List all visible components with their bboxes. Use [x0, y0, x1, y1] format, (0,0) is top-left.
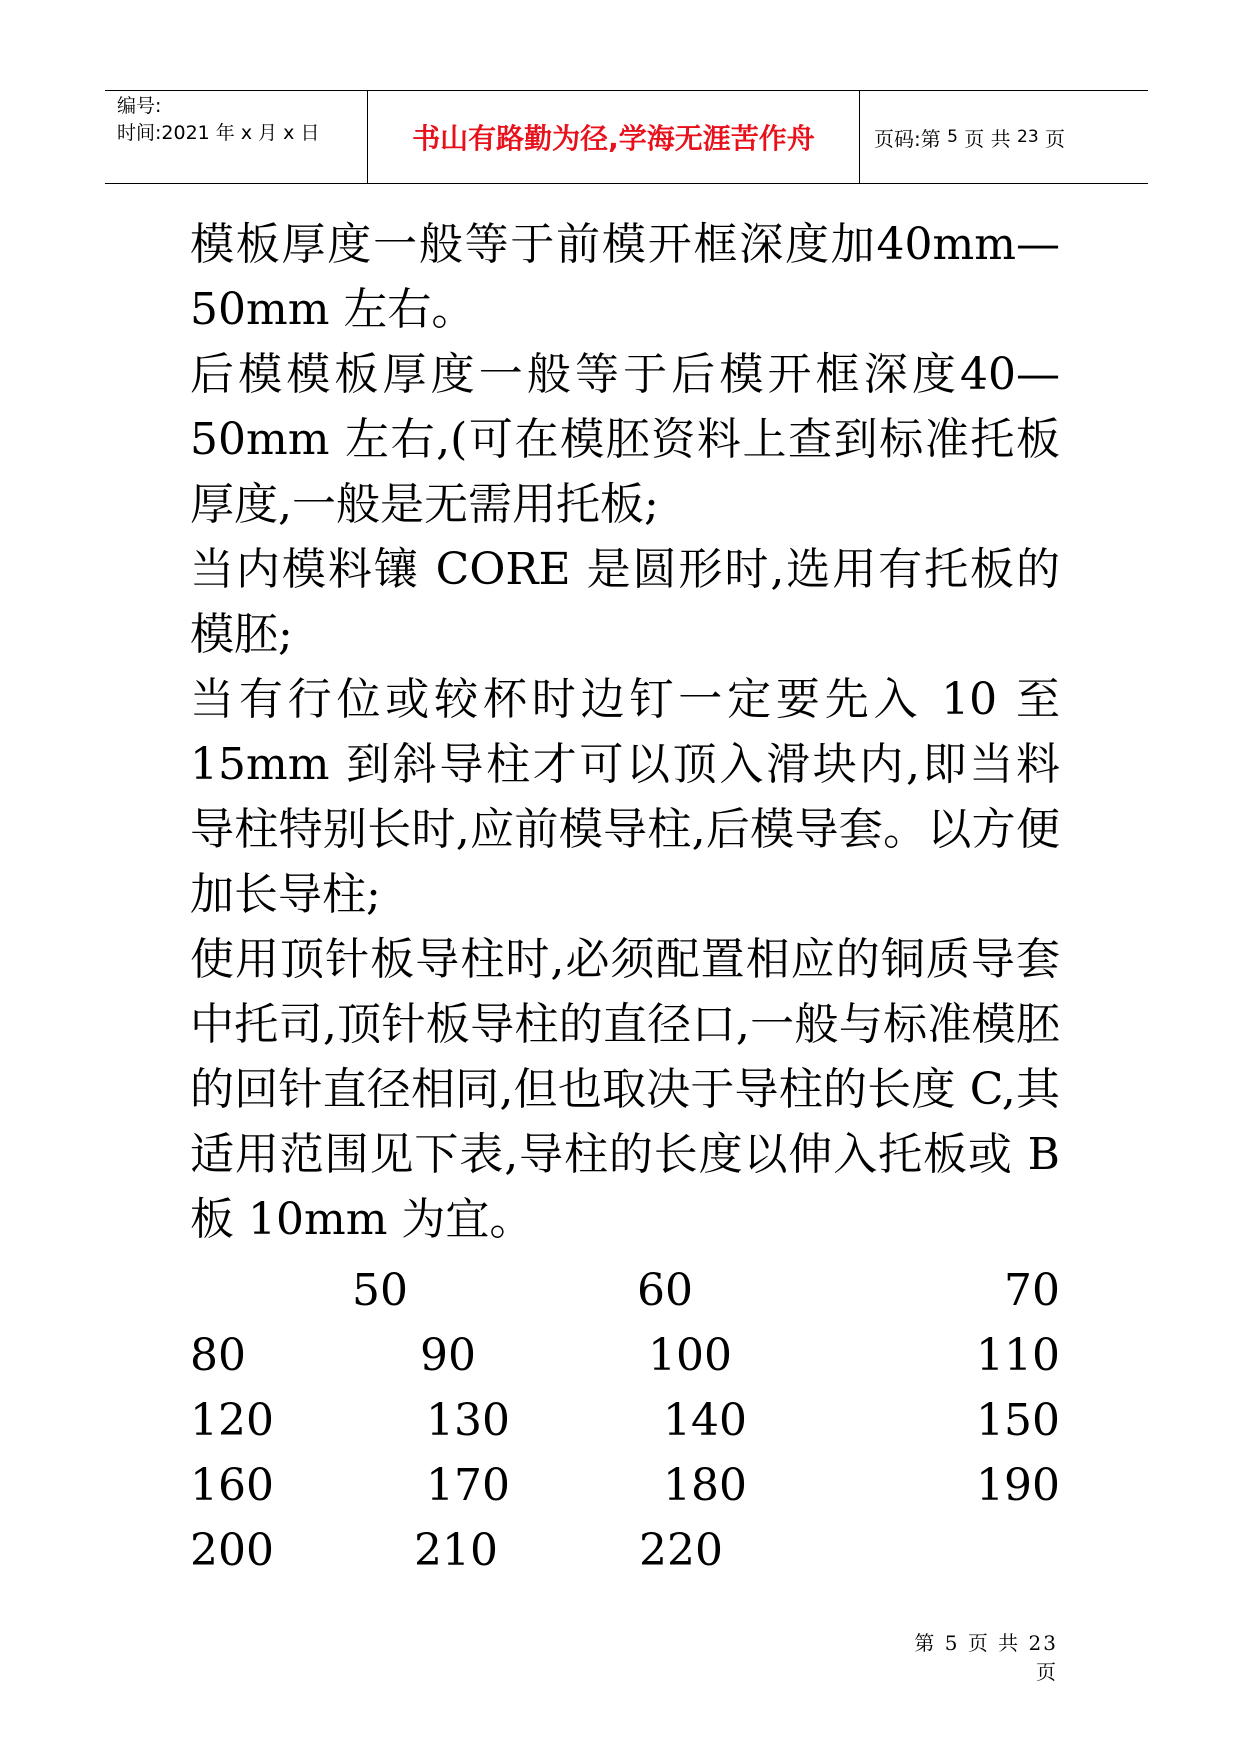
table-row	[190, 1453, 1060, 1518]
time-label: 时间:2021 年 x 月 x 日	[117, 122, 320, 144]
table-cell: 150	[976, 1395, 1060, 1446]
table-cell: 180	[663, 1460, 747, 1511]
serial-label: 编号:	[117, 95, 162, 117]
paragraph-slider-pin: 当有行位或较杯时边钉一定要先入 10 至15mm 到斜导柱才可以顶入滑块内,即当料导柱特别长时,应前模导柱,后模导套。以方便加长导柱;	[190, 674, 1060, 920]
page-prefix: 页码:第	[874, 126, 941, 151]
paragraph-front-plate: 模板厚度一般等于前模开框深度加40mm—50mm 左右。	[190, 219, 1060, 335]
page-header	[105, 90, 1148, 184]
table-row	[190, 1388, 1060, 1453]
table-cell: 110	[976, 1330, 1060, 1381]
paragraph-rear-plate: 后模模板厚度一般等于后模开框深度40—50mm 左右,(可在模胚资料上查到标准托板厚度,一般是无需用托板;	[190, 349, 1060, 530]
table-cell: 50	[352, 1265, 408, 1316]
table-cell: 60	[637, 1265, 693, 1316]
table-cell: 200	[190, 1525, 274, 1576]
document-body	[190, 212, 1060, 1252]
table-cell: 90	[420, 1330, 476, 1381]
table-cell: 210	[414, 1525, 498, 1576]
page-suffix: 页	[1045, 126, 1066, 151]
table-cell: 100	[648, 1330, 732, 1381]
header-motto: 书山有路勤为径,学海无涯苦作舟	[368, 91, 860, 183]
lengths-table	[190, 1258, 1060, 1583]
table-cell: 190	[976, 1460, 1060, 1511]
table-cell: 220	[639, 1525, 723, 1576]
paragraph-core-round: 当内模料镶 CORE 是圆形时,选用有托板的模胚;	[190, 544, 1060, 660]
page-total: 23	[1017, 127, 1039, 147]
table-cell: 140	[663, 1395, 747, 1446]
table-cell: 170	[426, 1460, 510, 1511]
table-cell: 160	[190, 1460, 274, 1511]
page-current: 5	[947, 127, 958, 147]
table-cell: 120	[190, 1395, 274, 1446]
page-footer: 第 5 页 共 23 页	[914, 1631, 1058, 1684]
table-row	[190, 1258, 1060, 1323]
table-cell: 130	[426, 1395, 510, 1446]
table-cell: 70	[1004, 1265, 1060, 1316]
paragraph-ejector-guide: 使用顶针板导柱时,必须配置相应的铜质导套中托司,顶针板导柱的直径口,一般与标准模胚的回针直径相同,但也取决于导柱的长度 C,其适用范围见下表,导柱的长度以伸入托板或 B 板 10mm 为宜。	[190, 934, 1060, 1245]
header-page-number	[860, 91, 1148, 183]
table-row	[190, 1323, 1060, 1388]
table-row	[190, 1518, 1060, 1583]
page-mid: 页 共	[964, 126, 1011, 151]
header-meta	[105, 91, 368, 183]
table-cell: 80	[190, 1330, 246, 1381]
